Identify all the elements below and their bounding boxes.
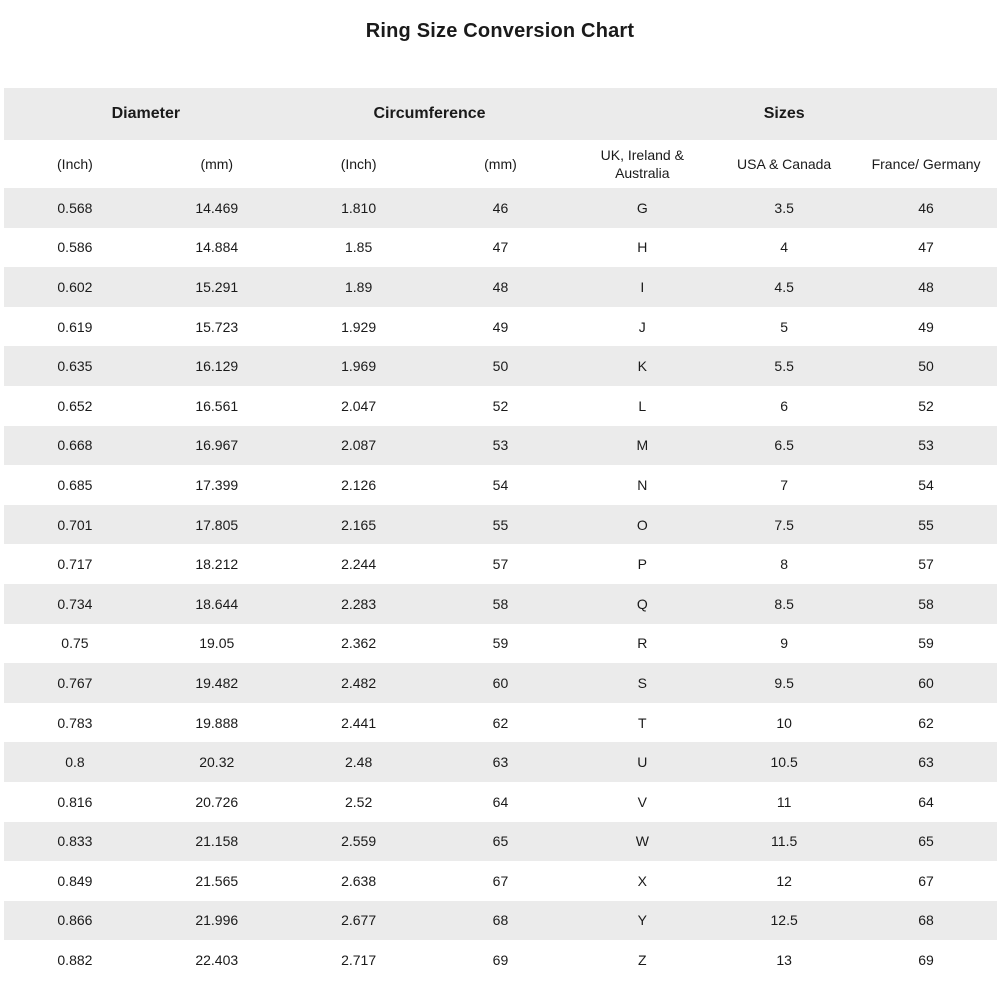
table-cell-france-size: 46 (918, 199, 934, 216)
table-cell-circumference-mm: 64 (492, 793, 509, 810)
table-cell-usa-size: 7.5 (774, 516, 794, 533)
table-cell-usa-size: 9.5 (774, 674, 794, 691)
group-header-sizes: Sizes (763, 105, 805, 122)
column-header-row (4, 140, 997, 188)
table-cell-diameter-mm: 16.561 (195, 397, 239, 414)
table-cell-france-size: 67 (918, 872, 934, 889)
table-cell-france-size: 69 (918, 952, 934, 969)
table-cell-diameter-mm: 16.967 (195, 437, 239, 454)
table-cell-circumference-inch: 2.165 (341, 516, 377, 533)
table-cell-circumference-mm: 52 (492, 397, 509, 414)
table-cell-usa-size: 11 (776, 793, 792, 810)
table-row (4, 544, 997, 584)
table-cell-usa-size: 3.5 (774, 199, 794, 216)
table-cell-france-size: 60 (918, 674, 934, 691)
table-cell-diameter-mm: 20.726 (195, 793, 239, 810)
group-header-diameter: Diameter (111, 105, 181, 122)
table-cell-usa-size: 8.5 (774, 595, 794, 612)
table-cell-circumference-inch: 2.244 (341, 556, 377, 573)
table-cell-diameter-mm: 19.482 (195, 674, 239, 691)
table-row (4, 584, 997, 624)
table-cell-france-size: 49 (918, 318, 934, 335)
table-row (4, 267, 997, 307)
table-cell-circumference-inch: 2.126 (341, 476, 377, 493)
table-row (4, 228, 997, 268)
table-cell-circumference-inch: 2.441 (341, 714, 377, 731)
table-cell-diameter-mm: 21.158 (195, 833, 239, 850)
table-cell-diameter-mm: 14.469 (195, 199, 239, 216)
table-cell-uk-size: N (637, 476, 648, 493)
table-cell-circumference-mm: 67 (492, 872, 509, 889)
table-cell-circumference-mm: 49 (492, 318, 509, 335)
table-cell-diameter-inch: 0.783 (57, 714, 93, 731)
table-cell-france-size: 52 (918, 397, 934, 414)
table-cell-circumference-inch: 2.48 (344, 754, 373, 771)
table-cell-circumference-inch: 2.677 (341, 912, 377, 929)
group-header-row (4, 88, 997, 140)
table-cell-circumference-mm: 46 (492, 199, 509, 216)
table-cell-usa-size: 9 (780, 635, 789, 652)
table-cell-france-size: 53 (918, 437, 934, 454)
table-row (4, 346, 997, 386)
table-cell-france-size: 58 (918, 595, 934, 612)
table-cell-usa-size: 5.5 (774, 358, 794, 375)
page-title: Ring Size Conversion Chart (365, 20, 635, 42)
table-cell-france-size: 55 (918, 516, 934, 533)
table-cell-uk-size: S (637, 674, 647, 691)
table-cell-diameter-inch: 0.8 (65, 754, 85, 771)
table-cell-diameter-mm: 21.996 (195, 912, 239, 929)
table-row (4, 901, 997, 941)
table-row (4, 465, 997, 505)
table-cell-diameter-mm: 14.884 (195, 239, 239, 256)
table-cell-circumference-mm: 60 (492, 674, 509, 691)
table-row (4, 940, 997, 980)
table-cell-usa-size: 13 (776, 952, 792, 969)
table-cell-diameter-mm: 17.399 (195, 476, 239, 493)
table-cell-diameter-mm: 18.212 (195, 556, 239, 573)
table-cell-uk-size: Q (636, 595, 648, 612)
table-cell-uk-size: M (636, 437, 649, 454)
table-cell-uk-size: V (637, 793, 647, 810)
table-cell-usa-size: 10 (776, 714, 792, 731)
table-cell-uk-size: H (637, 239, 648, 256)
table-cell-uk-size: K (637, 358, 647, 375)
table-cell-diameter-inch: 0.717 (57, 556, 93, 573)
table-cell-france-size: 59 (918, 635, 934, 652)
table-cell-circumference-inch: 2.283 (341, 595, 377, 612)
table-cell-uk-size: I (640, 278, 645, 295)
table-cell-diameter-inch: 0.568 (57, 199, 93, 216)
table-cell-circumference-inch: 2.559 (341, 833, 377, 850)
column-header-uk-ireland-australia: UK, Ireland & Australia (600, 146, 684, 181)
table-cell-uk-size: Y (637, 912, 647, 929)
table-cell-circumference-mm: 65 (492, 833, 509, 850)
table-cell-circumference-mm: 69 (492, 952, 509, 969)
table-row (4, 307, 997, 347)
table-cell-circumference-inch: 2.52 (344, 793, 373, 810)
table-cell-diameter-mm: 18.644 (195, 595, 239, 612)
table-cell-uk-size: X (637, 872, 647, 889)
table-cell-uk-size: Z (638, 952, 647, 969)
table-cell-uk-size: W (635, 833, 649, 850)
table-body (4, 188, 997, 980)
table-cell-diameter-mm: 16.129 (195, 358, 239, 375)
table-cell-circumference-inch: 1.810 (341, 199, 377, 216)
table-cell-circumference-mm: 53 (492, 437, 509, 454)
table-cell-usa-size: 4.5 (774, 278, 794, 295)
table-cell-uk-size: G (636, 199, 648, 216)
table-row (4, 624, 997, 664)
table-row (4, 782, 997, 822)
table-cell-uk-size: P (637, 556, 647, 573)
table-cell-usa-size: 11.5 (771, 833, 798, 850)
table-cell-circumference-mm: 62 (492, 714, 509, 731)
table-cell-diameter-inch: 0.586 (57, 239, 93, 256)
table-cell-circumference-mm: 63 (492, 754, 509, 771)
table-cell-usa-size: 5 (780, 318, 789, 335)
table-cell-diameter-inch: 0.734 (57, 595, 93, 612)
table-cell-usa-size: 12.5 (770, 912, 798, 929)
table-cell-diameter-mm: 19.05 (199, 635, 235, 652)
table-cell-circumference-inch: 2.362 (341, 635, 377, 652)
table-cell-france-size: 57 (918, 556, 934, 573)
table-cell-circumference-mm: 58 (492, 595, 509, 612)
table-cell-france-size: 50 (918, 358, 934, 375)
table-cell-diameter-inch: 0.849 (57, 872, 93, 889)
table-cell-diameter-inch: 0.816 (57, 793, 93, 810)
table-row (4, 426, 997, 466)
table-cell-circumference-mm: 57 (492, 556, 509, 573)
table-cell-uk-size: O (636, 516, 648, 533)
table-cell-uk-size: U (637, 754, 648, 771)
table-cell-diameter-mm: 21.565 (195, 872, 239, 889)
column-header-circumference-mm: (mm) (484, 155, 517, 172)
table-row (4, 822, 997, 862)
table-cell-france-size: 62 (918, 714, 934, 731)
table-row (4, 188, 997, 228)
table-cell-diameter-inch: 0.767 (57, 674, 93, 691)
table-row (4, 663, 997, 703)
table-cell-diameter-inch: 0.701 (57, 516, 93, 533)
table-cell-diameter-inch: 0.75 (61, 635, 89, 652)
ring-size-conversion-table (4, 88, 997, 980)
table-cell-circumference-mm: 55 (492, 516, 509, 533)
table-row (4, 742, 997, 782)
table-cell-uk-size: T (638, 714, 647, 731)
table-cell-circumference-mm: 50 (492, 358, 509, 375)
table-cell-diameter-inch: 0.635 (57, 358, 93, 375)
table-cell-diameter-mm: 20.32 (199, 754, 235, 771)
table-cell-circumference-mm: 48 (492, 278, 509, 295)
table-cell-circumference-inch: 1.929 (341, 318, 377, 335)
table-cell-usa-size: 4 (780, 239, 789, 256)
table-cell-circumference-inch: 1.89 (344, 278, 373, 295)
table-cell-diameter-mm: 15.723 (195, 318, 239, 335)
table-cell-circumference-mm: 68 (492, 912, 509, 929)
group-header-circumference: Circumference (373, 105, 486, 122)
table-cell-circumference-inch: 1.85 (344, 239, 373, 256)
table-cell-diameter-inch: 0.668 (57, 437, 93, 454)
table-cell-diameter-inch: 0.882 (57, 952, 93, 969)
table-cell-circumference-inch: 2.482 (341, 674, 377, 691)
table-row (4, 386, 997, 426)
table-cell-france-size: 65 (918, 833, 934, 850)
column-header-usa-canada: USA & Canada (737, 155, 832, 172)
table-cell-usa-size: 10.5 (770, 754, 798, 771)
table-cell-diameter-inch: 0.652 (57, 397, 93, 414)
table-cell-circumference-mm: 47 (492, 239, 509, 256)
table-cell-diameter-mm: 19.888 (195, 714, 239, 731)
table-cell-usa-size: 6 (780, 397, 789, 414)
table-cell-usa-size: 7 (780, 476, 789, 493)
table-cell-diameter-inch: 0.619 (57, 318, 93, 335)
table-cell-diameter-mm: 22.403 (195, 952, 239, 969)
table-cell-usa-size: 8 (780, 556, 789, 573)
table-cell-circumference-mm: 54 (492, 476, 509, 493)
table-cell-diameter-inch: 0.833 (57, 833, 93, 850)
table-cell-diameter-mm: 15.291 (195, 278, 239, 295)
table-cell-diameter-mm: 17.805 (195, 516, 239, 533)
table-row (4, 703, 997, 743)
table-cell-uk-size: R (637, 635, 648, 652)
table-cell-france-size: 54 (918, 476, 934, 493)
table-cell-diameter-inch: 0.602 (57, 278, 93, 295)
table-cell-usa-size: 12 (776, 872, 792, 889)
table-cell-diameter-inch: 0.866 (57, 912, 93, 929)
table-cell-uk-size: L (638, 397, 647, 414)
table-head (4, 88, 997, 188)
table-row (4, 861, 997, 901)
table-cell-circumference-mm: 59 (492, 635, 509, 652)
table-wrapper (4, 88, 997, 980)
table-cell-circumference-inch: 2.638 (341, 872, 377, 889)
column-header-france-germany: France/ Germany (871, 155, 981, 172)
table-cell-diameter-inch: 0.685 (57, 476, 93, 493)
table-cell-france-size: 64 (918, 793, 934, 810)
table-row (4, 505, 997, 545)
table-cell-france-size: 47 (918, 239, 934, 256)
column-header-diameter-inch: (Inch) (57, 155, 93, 172)
column-header-circumference-inch: (Inch) (340, 155, 377, 172)
table-cell-circumference-inch: 2.087 (341, 437, 377, 454)
table-cell-uk-size: J (638, 318, 646, 335)
table-cell-circumference-inch: 2.047 (341, 397, 377, 414)
table-cell-circumference-inch: 2.717 (341, 952, 377, 969)
column-header-diameter-mm: (mm) (200, 155, 234, 172)
table-cell-circumference-inch: 1.969 (341, 358, 377, 375)
table-cell-france-size: 68 (918, 912, 934, 929)
table-cell-usa-size: 6.5 (774, 437, 794, 454)
table-cell-france-size: 48 (918, 278, 934, 295)
table-cell-france-size: 63 (918, 754, 934, 771)
